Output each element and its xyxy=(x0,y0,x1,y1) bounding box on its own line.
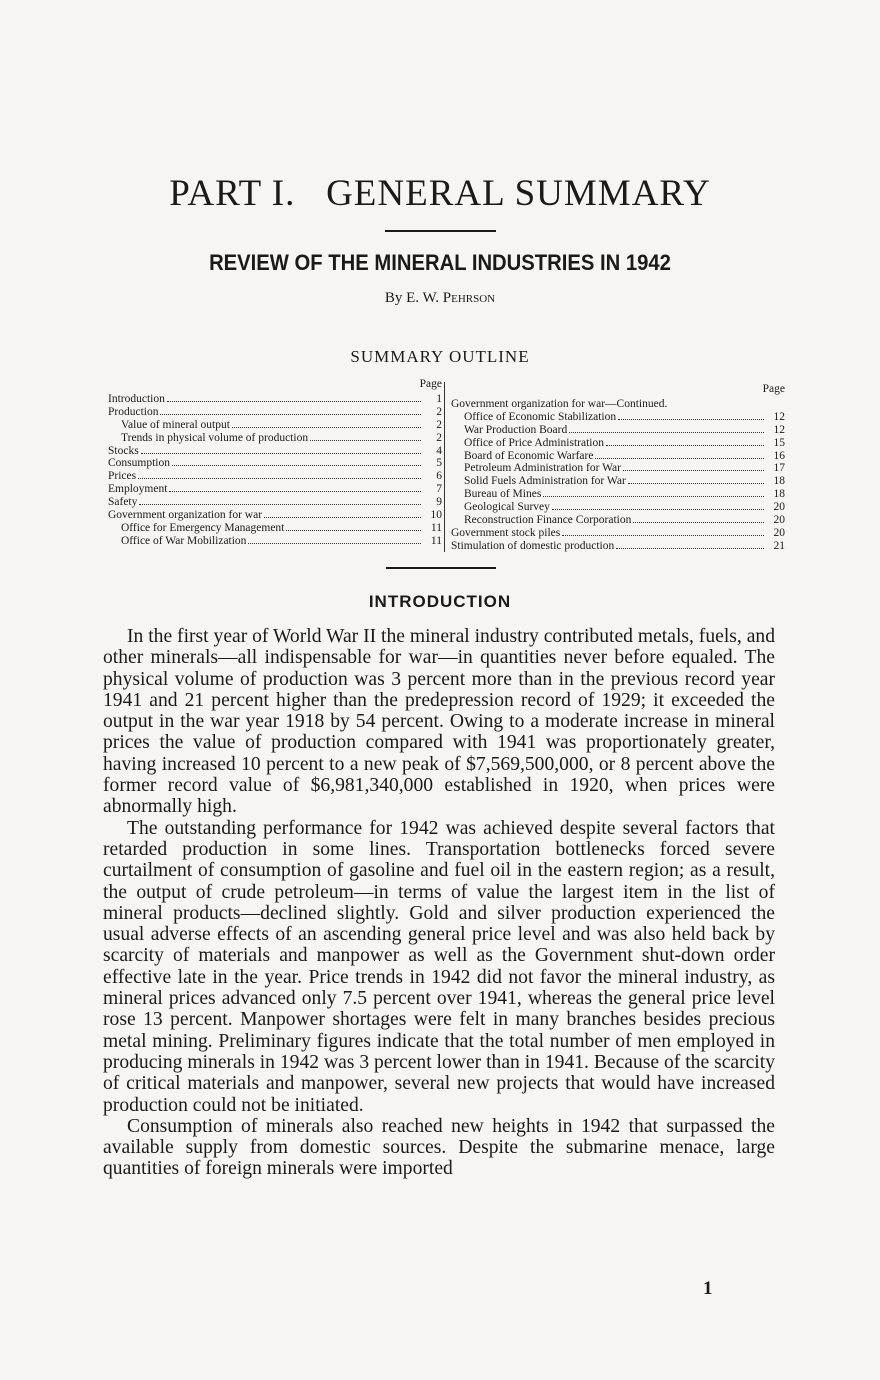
outline-entry-label: Government organization for war—Continued. xyxy=(451,398,668,410)
outline-entry xyxy=(108,393,442,406)
outline-entry-label: Bureau of Mines xyxy=(464,488,542,501)
outline-entry xyxy=(108,535,442,548)
outline-entry xyxy=(108,483,442,496)
outline-entry xyxy=(451,527,785,540)
outline-entry-page: 2 xyxy=(436,405,442,418)
outline-entry-label: Government organization for war xyxy=(108,509,263,522)
outline-entry xyxy=(108,470,442,483)
page-column-heading: Page xyxy=(762,383,785,395)
outline-entry-label: Stimulation of domestic production xyxy=(451,539,615,552)
outline-entry xyxy=(451,514,785,527)
outline-entry-label: Office of Price Administration xyxy=(464,436,604,449)
review-title: REVIEW OF THE MINERAL INDUSTRIES IN 1942 xyxy=(209,250,671,275)
dot-leader xyxy=(141,453,421,454)
outline-entry-page: 11 xyxy=(430,521,442,534)
outline-entry xyxy=(451,398,785,411)
outline-entry-label: War Production Board xyxy=(464,423,568,436)
dot-leader xyxy=(552,509,764,510)
dot-leader xyxy=(160,414,421,415)
outline-entry-label: Government stock piles xyxy=(451,526,561,539)
outline-entry xyxy=(451,501,785,514)
outline-entry-label: Geological Survey xyxy=(464,501,550,514)
outline-right-column xyxy=(451,378,785,553)
dot-leader xyxy=(172,465,421,466)
outline-entry-page: 2 xyxy=(436,418,442,431)
outline-column-divider xyxy=(444,382,445,552)
summary-outline-title: SUMMARY OUTLINE xyxy=(350,347,530,366)
dot-leader xyxy=(167,401,421,402)
outline-entry-label: Consumption xyxy=(108,457,170,470)
dot-leader xyxy=(138,478,421,479)
dot-leader xyxy=(248,543,421,544)
outline-entry xyxy=(451,424,785,437)
outline-entry xyxy=(108,522,442,535)
title-rule xyxy=(385,230,496,232)
outline-entry-label: Board of Economic Warfare xyxy=(464,449,594,462)
outline-entry-page: 20 xyxy=(773,501,785,514)
outline-entry-page: 7 xyxy=(436,483,442,496)
outline-entry-page: 16 xyxy=(773,449,785,462)
section-rule xyxy=(386,567,496,569)
outline-entry-label: Reconstruction Finance Corporation xyxy=(464,514,632,527)
dot-leader xyxy=(606,445,764,446)
outline-entry-page: 12 xyxy=(773,423,785,436)
outline-entry-label: Solid Fuels Administration for War xyxy=(464,475,626,488)
outline-entry-page: 2 xyxy=(436,431,442,444)
byline xyxy=(0,290,880,307)
outline-entry-label: Safety xyxy=(108,496,138,509)
dot-leader xyxy=(623,470,764,471)
introduction-body xyxy=(103,626,775,1180)
paragraph: Consumption of minerals also reached new heights in 1942 that surpassed the available supply from domestic sources. Despite the submarine menace, large quantities of foreign minerals were imported xyxy=(103,1115,775,1180)
outline-entry-label: Stocks xyxy=(108,444,139,457)
outline-entry xyxy=(451,488,785,501)
dot-leader xyxy=(264,517,421,518)
outline-entry-page: 6 xyxy=(436,470,442,483)
outline-entry xyxy=(108,406,442,419)
outline-entry xyxy=(451,437,785,450)
outline-entry-page: 1 xyxy=(436,393,442,405)
outline-entry-page: 9 xyxy=(436,496,442,509)
dot-leader xyxy=(616,548,764,549)
dot-leader xyxy=(232,427,421,428)
dot-leader xyxy=(633,522,764,523)
dot-leader xyxy=(618,419,764,420)
paragraph: In the first year of World War II the mineral industry contributed metals, fuels, and other minerals—all indispensable for war—in quantities never before equaled. The physical volume of production was 3 percent more than in the previous record year 1941 and 21 percent higher than the predepression record of 1929; it exceeded the output in the war year 1918 by 54 percent. Owing to a moderate increase in mineral prices the value of production compared with 1941 was proportionately greater, having increased 10 percent to a new peak of $7,569,500,000, or 8 percent above the former record value of $6,981,340,000 established in 1920, when prices were abnormally high. xyxy=(103,626,775,818)
outline-entry xyxy=(451,540,785,553)
outline-entry-page: 20 xyxy=(773,526,785,539)
outline-entry-label: Trends in physical volume of production xyxy=(121,431,309,444)
outline-entry-label: Office of Economic Stabilization xyxy=(464,410,617,423)
outline-entry xyxy=(451,475,785,488)
page-number: 1 xyxy=(703,1278,713,1299)
outline-entry-label: Office for Emergency Management xyxy=(121,521,285,534)
outline-entry-page: 17 xyxy=(773,462,785,475)
dot-leader xyxy=(169,491,421,492)
outline-entry xyxy=(108,445,442,458)
outline-entry xyxy=(451,450,785,463)
outline-entry-label: Petroleum Administration for War xyxy=(464,462,621,475)
dot-leader xyxy=(286,530,421,531)
outline-entry-label: Office of War Mobilization xyxy=(121,534,247,547)
outline-entry-page: 20 xyxy=(773,514,785,527)
outline-entry-label: Production xyxy=(108,405,159,418)
dot-leader xyxy=(595,458,764,459)
outline-entry xyxy=(108,432,442,445)
byline-author: E. W. Pehrson xyxy=(406,290,496,306)
dot-leader xyxy=(569,432,764,433)
outline-entry xyxy=(108,496,442,509)
dot-leader xyxy=(628,483,764,484)
dot-leader xyxy=(139,504,421,505)
byline-prefix: By xyxy=(384,290,403,306)
outline-entry-label: Introduction xyxy=(108,393,165,405)
outline-entry-page: 12 xyxy=(773,410,785,423)
page-column-heading: Page xyxy=(419,378,442,390)
outline-entry xyxy=(451,462,785,475)
outline-entry-page: 11 xyxy=(430,534,442,547)
dot-leader xyxy=(310,440,421,441)
outline-entry-page: 4 xyxy=(436,444,442,457)
part-title: PART I. GENERAL SUMMARY xyxy=(169,173,711,214)
dot-leader xyxy=(562,535,764,536)
outline-entry xyxy=(108,457,442,470)
dot-leader xyxy=(543,496,764,497)
paragraph: The outstanding performance for 1942 was achieved despite several factors that retarded production in some lines. Transportation bottlenecks forced severe curtailment of consumption of gasoline and fuel oil in the eastern region; as a result, the output of crude petroleum—in terms of value the largest item in the list of mineral products—declined slightly. Gold and silver production experienced the usual adverse effects of an ascending general price level and was also held back by scarcity of materials and manpower as well as the Government shut-down order effective late in the year. Price trends in 1942 did not favor the mineral industry, as mineral prices advanced only 7.5 percent over 1941, whereas the general price level rose 13 percent. Manpower shortages were felt in many branches besides precious metal mining. Preliminary figures indicate that the total number of men employed in producing minerals in 1942 was 3 percent lower than in 1941. Because of the scarcity of critical materials and manpower, several new projects that would have increased production could not be initiated. xyxy=(103,817,775,1116)
outline-entry xyxy=(108,419,442,432)
outline-entry-label: Employment xyxy=(108,483,168,496)
outline-entry-page: 18 xyxy=(773,488,785,501)
outline-entry-page: 21 xyxy=(773,539,785,552)
outline-entry-page: 15 xyxy=(773,436,785,449)
outline-entry xyxy=(108,509,442,522)
introduction-title: INTRODUCTION xyxy=(368,592,512,611)
outline-entry-label: Prices xyxy=(108,470,137,483)
outline-left-column xyxy=(108,378,442,548)
outline-entry-page: 5 xyxy=(436,457,442,470)
outline-entry-page: 10 xyxy=(430,509,442,522)
outline-entry-label: Value of mineral output xyxy=(121,418,230,431)
outline-entry xyxy=(451,411,785,424)
outline-entry-page: 18 xyxy=(773,475,785,488)
